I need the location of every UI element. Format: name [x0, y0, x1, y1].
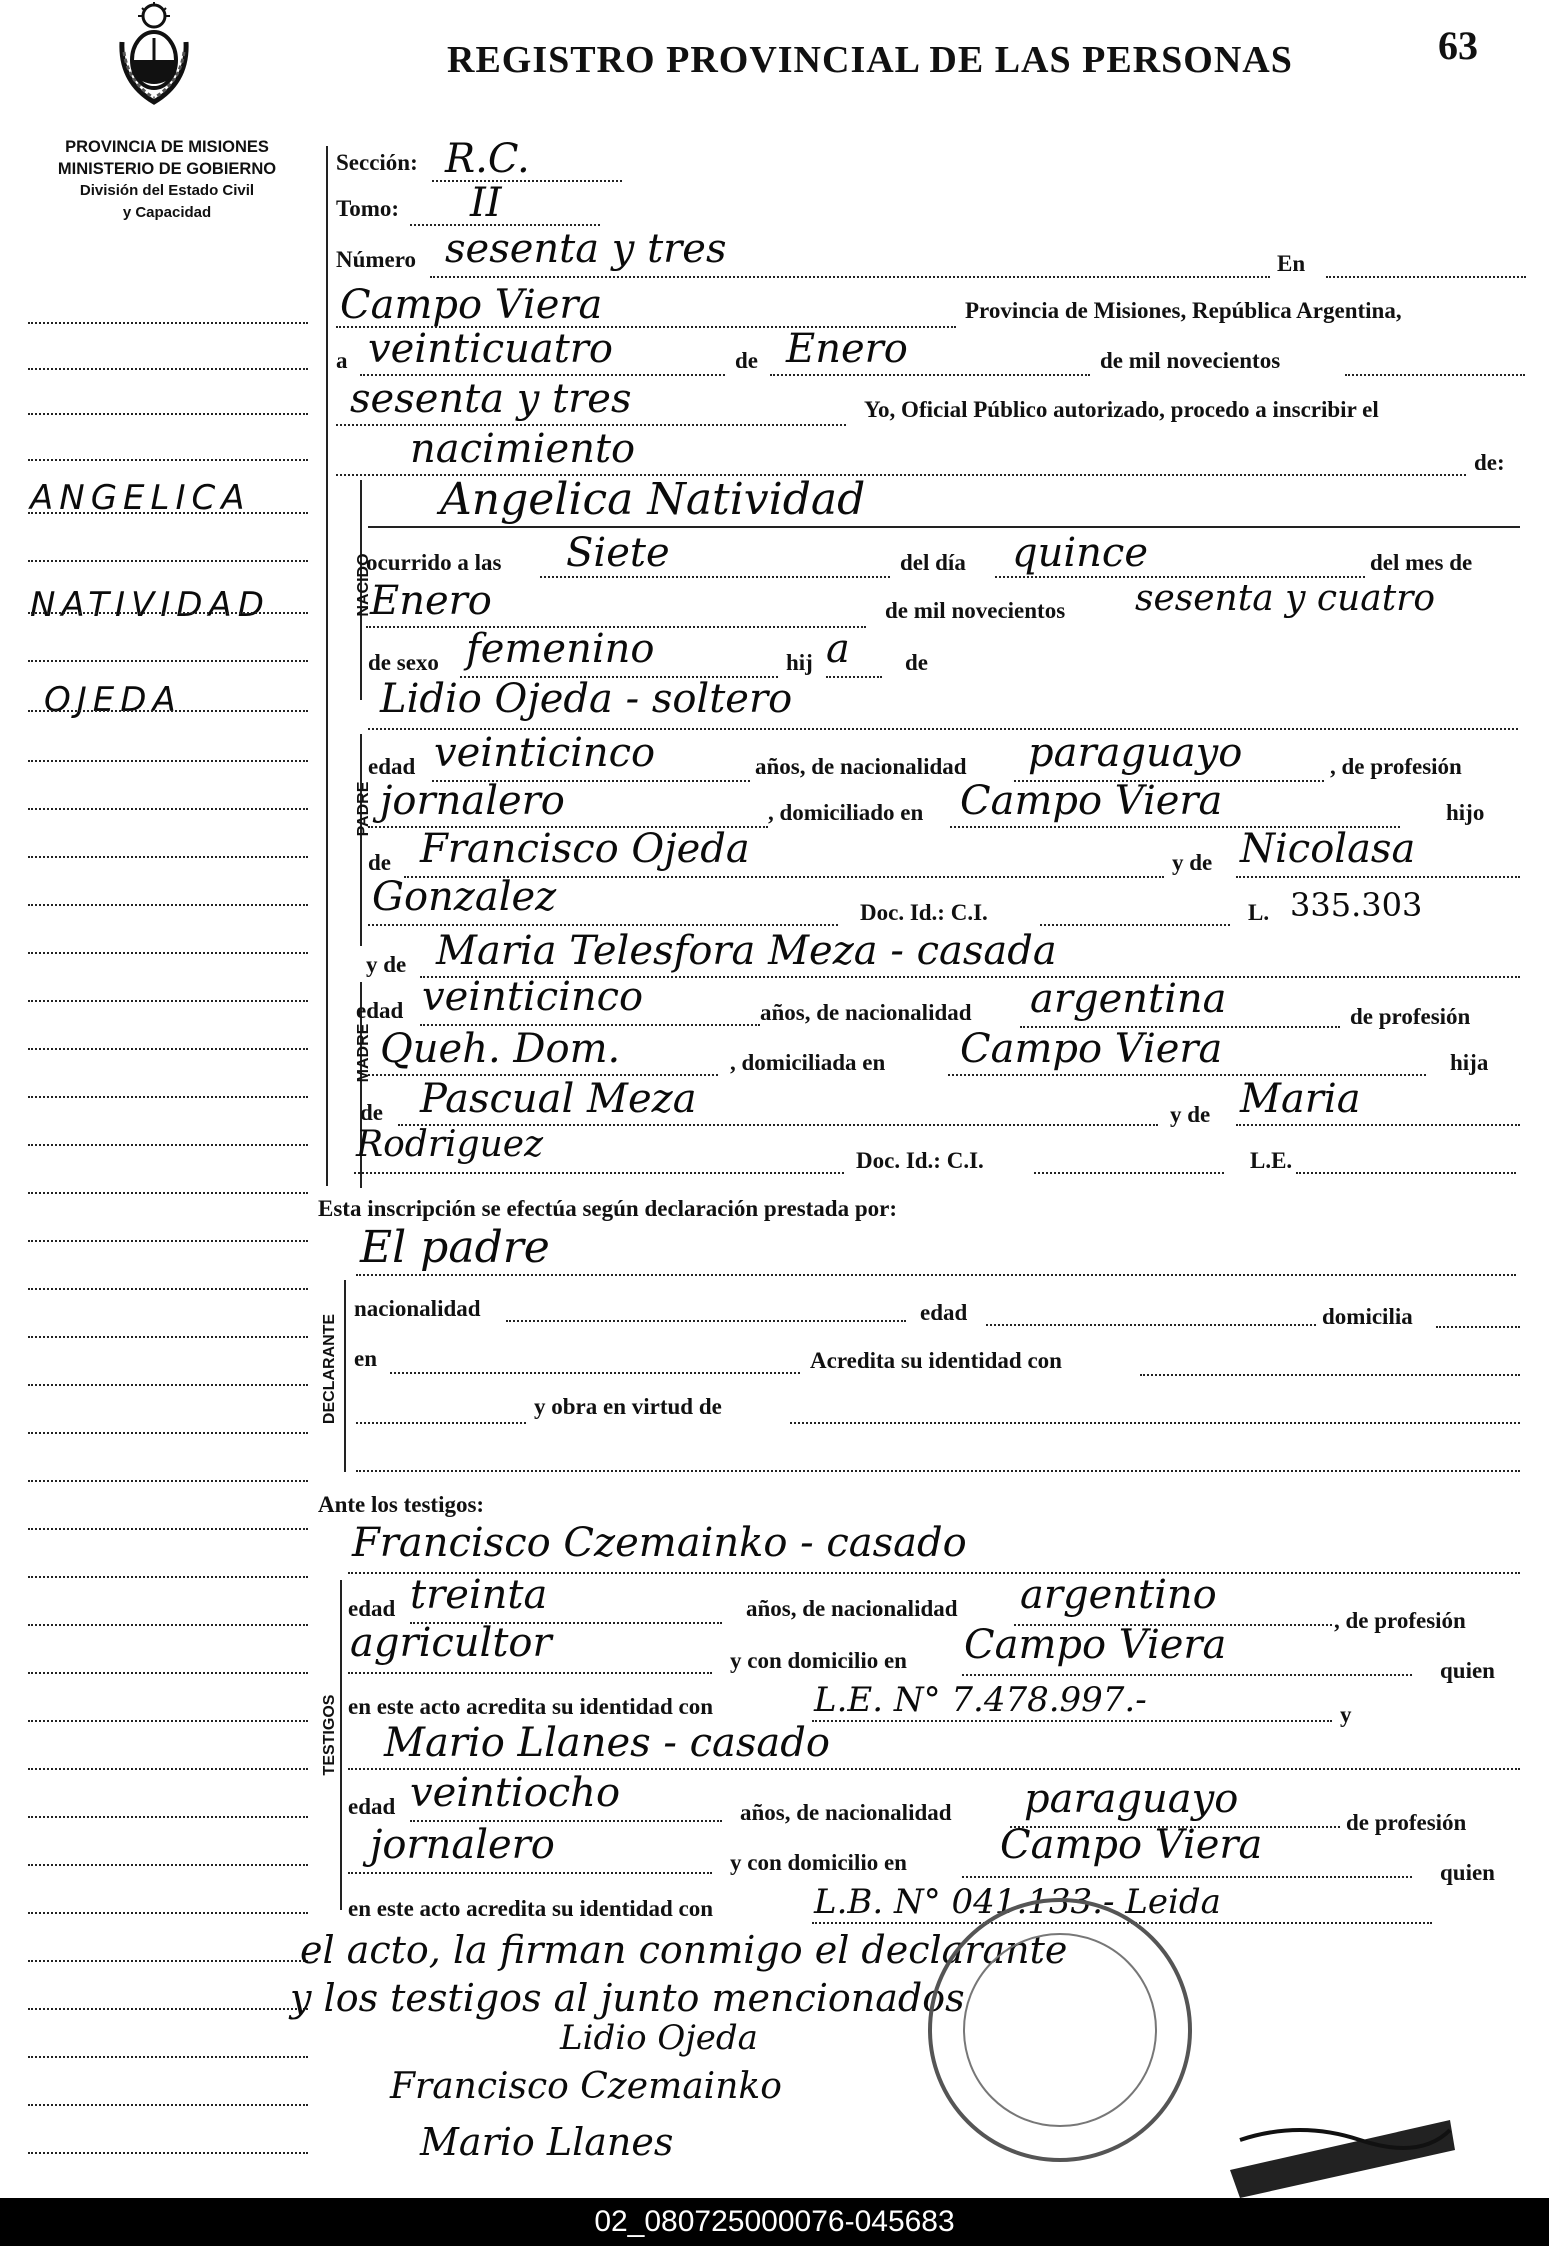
- section-padre-label: PADRE: [355, 781, 372, 837]
- obra-label: y obra en virtud de: [534, 1394, 722, 1419]
- testigo1-edad-label: edad: [348, 1596, 396, 1621]
- anio-nac-value: sesenta y cuatro: [1135, 578, 1436, 619]
- margin-name-third: OJEDA: [44, 680, 182, 720]
- padre-madre-value: Nicolasa: [1240, 826, 1416, 872]
- testigo2-anos-label: años, de nacionalidad: [740, 1800, 952, 1825]
- testigo2-acredita-label: en este acto acredita su identidad con: [348, 1896, 714, 1921]
- margin-name-first: ANGELICA: [30, 478, 251, 518]
- section-madre-label: MADRE: [355, 1023, 372, 1083]
- page-title: REGISTRO PROVINCIAL DE LAS PERSONAS: [447, 39, 1293, 81]
- testigo2-nac-value: paraguayo: [1024, 1776, 1239, 1822]
- seccion-value: R.C.: [445, 136, 530, 182]
- testigo1-domicilio-label: y con domicilio en: [730, 1648, 907, 1673]
- signature-witness-2: Mario Llanes: [420, 2120, 674, 2164]
- dia-nac-value: quince: [1012, 530, 1148, 576]
- testigo1-edad-value: treinta: [410, 1572, 548, 1618]
- testigo1-dom-value: Campo Viera: [964, 1622, 1227, 1668]
- tomo-label: Tomo:: [336, 196, 400, 221]
- testigo2-profesion-label: de profesión: [1346, 1810, 1467, 1835]
- testigo1-acredita-label: en este acto acredita su identidad con: [348, 1694, 714, 1719]
- padre-edad-label: edad: [368, 754, 416, 779]
- sexo-value: femenino: [466, 626, 655, 672]
- testigo2-edad-label: edad: [348, 1794, 396, 1819]
- dia-value: veinticuatro: [368, 326, 613, 372]
- signature-father: Lidio Ojeda: [560, 2018, 758, 2058]
- issuer-block: [22, 136, 312, 224]
- testigo1-prof-value: agricultor: [350, 1620, 552, 1666]
- hij-label: hij: [786, 650, 813, 675]
- padre-le-label: L.: [1248, 900, 1270, 925]
- testigo2-dom-value: Campo Viera: [1000, 1822, 1263, 1868]
- padre-dom-value: Campo Viera: [960, 778, 1223, 824]
- padre-doc-label: Doc. Id.: C.I.: [860, 900, 988, 925]
- testigo2-edad-value: veintiocho: [410, 1770, 621, 1816]
- padre-profesion-label: , de profesión: [1330, 754, 1462, 779]
- padre-padre-value: Francisco Ojeda: [420, 826, 750, 872]
- signature-witness-1: Francisco Czemainko: [390, 2066, 782, 2107]
- issuer-ministry: MINISTERIO DE GOBIERNO: [57, 160, 277, 178]
- padre-edad-value: veinticinco: [434, 730, 656, 776]
- nacionalidad-label: nacionalidad: [354, 1296, 481, 1321]
- provincia-label: Provincia de Misiones, República Argentina,: [965, 298, 1402, 323]
- madre-padre-value: Pascual Meza: [420, 1076, 697, 1122]
- madre-de-label: de: [360, 1100, 383, 1125]
- padre-le-value: 335.303: [1290, 886, 1423, 924]
- madre-edad-value: veinticinco: [422, 974, 644, 1020]
- numero-label: Número: [336, 247, 417, 272]
- mes-nac-value: Enero: [370, 578, 492, 624]
- declarante-value: El padre: [360, 1222, 550, 1273]
- domicilia-label: domicilia: [1322, 1304, 1413, 1329]
- section-nacido-label: NACIDO: [355, 553, 372, 617]
- coat-of-arms-emblem: [118, 2, 190, 110]
- yo-oficial-label: Yo, Oficial Público autorizado, procedo a inscribir el: [864, 397, 1379, 422]
- madre-le-label: L.E.: [1250, 1148, 1293, 1173]
- testigo2-doc-value: L.B. N° 041.133.- Leida: [814, 1882, 1221, 1922]
- madre-edad-label: edad: [356, 998, 404, 1023]
- madre-domiciliada-label: , domiciliada en: [730, 1050, 886, 1075]
- madre-y-de2-label: y de: [1170, 1102, 1211, 1127]
- mes-value: Enero: [786, 326, 908, 372]
- anio-value: sesenta y tres: [350, 376, 632, 422]
- official-signature-stamp: [1220, 2110, 1460, 2200]
- issuer-division-2: y Capacidad: [122, 204, 212, 221]
- testigo1-value: Francisco Czemainko - casado: [352, 1520, 967, 1566]
- de-hija-label: de: [905, 650, 928, 675]
- madre-doc-label: Doc. Id.: C.I.: [856, 1148, 984, 1173]
- padre-hijo-label: hijo: [1446, 800, 1485, 825]
- issuer-province: PROVINCIA DE MISIONES: [65, 138, 269, 156]
- page-number: 63: [1438, 23, 1478, 68]
- padre-de-label: de: [368, 850, 391, 875]
- madre-madre-apellido: Rodriguez: [356, 1124, 544, 1165]
- testigo2-domicilio-label: y con domicilio en: [730, 1850, 907, 1875]
- tomo-value: II: [470, 180, 502, 226]
- issuer-division: División del Estado Civil: [79, 182, 255, 199]
- padre-anos-label: años, de nacionalidad: [755, 754, 967, 779]
- acredita-label: Acredita su identidad con: [810, 1348, 1062, 1373]
- testigo2-quien-label: quien: [1440, 1860, 1495, 1885]
- madre-y-de-label: y de: [366, 952, 407, 977]
- nombre-value: Angelica Natividad: [440, 474, 866, 525]
- testigo1-y-label: y: [1340, 1702, 1352, 1727]
- main-border: [326, 146, 328, 1186]
- de-label: de: [735, 348, 758, 373]
- madre-hija-label: hija: [1450, 1050, 1489, 1075]
- de-sexo-label: de sexo: [368, 650, 439, 675]
- en-label: En: [1277, 251, 1306, 276]
- padre-prof-value: jornalero: [380, 778, 565, 824]
- numero-value: sesenta y tres: [445, 226, 727, 272]
- closing-line-2: y los testigos al junto mencionados: [290, 1976, 965, 2020]
- en-decl-label: en: [354, 1346, 377, 1371]
- de-colon-label: de:: [1474, 450, 1505, 475]
- inscripcion-label: Esta inscripción se efectúa según declaración prestada por:: [318, 1196, 898, 1221]
- testigo1-profesion-label: , de profesión: [1334, 1608, 1466, 1633]
- madre-profesion-label: de profesión: [1350, 1004, 1471, 1029]
- padre-madre-apellido: Gonzalez: [372, 874, 557, 920]
- padre-y-de-label: y de: [1172, 850, 1213, 875]
- del-dia-label: del día: [900, 550, 966, 575]
- madre-prof-value: Queh. Dom.: [380, 1026, 621, 1072]
- madre-dom-value: Campo Viera: [960, 1026, 1223, 1072]
- acto-value: nacimiento: [410, 426, 636, 472]
- del-mes-label: del mes de: [1370, 550, 1473, 575]
- madre-anos-label: años, de nacionalidad: [760, 1000, 972, 1025]
- seccion-label: Sección:: [336, 150, 418, 175]
- testigo1-doc-value: L.E. N° 7.478.997.-: [814, 1680, 1147, 1720]
- document-id-footer: 02_080725000076-045683: [0, 2198, 1549, 2246]
- closing-line-1: el acto, la firman conmigo el declarante: [300, 1928, 1068, 1972]
- ocurrido-label: ocurrido a las: [366, 550, 502, 575]
- testigo1-anos-label: años, de nacionalidad: [746, 1596, 958, 1621]
- madre-nac-value: argentina: [1030, 976, 1227, 1022]
- official-seal-stamp: [920, 1890, 1200, 2170]
- testigo1-nac-value: argentino: [1020, 1572, 1217, 1618]
- section-testigos-label: TESTIGOS: [321, 1694, 338, 1776]
- madre-madre-value: Maria: [1240, 1076, 1361, 1122]
- section-declarante-label: DECLARANTE: [321, 1313, 338, 1425]
- madre-nombre-value: Maria Telesfora Meza - casada: [436, 928, 1057, 974]
- padre-nac-value: paraguayo: [1028, 730, 1243, 776]
- hora-value: Siete: [566, 530, 670, 576]
- testigo1-quien-label: quien: [1440, 1658, 1495, 1683]
- padre-nombre-value: Lidio Ojeda - soltero: [380, 676, 793, 722]
- de-mil-nov-label: de mil novecientos: [885, 598, 1066, 623]
- ante-testigos-label: Ante los testigos:: [318, 1492, 485, 1517]
- margin-name-second: NATIVIDAD: [30, 585, 270, 625]
- padre-domiciliado-label: , domiciliado en: [768, 800, 924, 825]
- testigo2-prof-value: jornalero: [370, 1822, 555, 1868]
- testigo2-value: Mario Llanes - casado: [384, 1720, 830, 1766]
- edad-decl-label: edad: [920, 1300, 968, 1325]
- hij-suffix: a: [826, 626, 850, 672]
- a-label: a: [336, 348, 348, 373]
- mil-novecientos-label: de mil novecientos: [1100, 348, 1281, 373]
- lugar-value: Campo Viera: [340, 282, 603, 328]
